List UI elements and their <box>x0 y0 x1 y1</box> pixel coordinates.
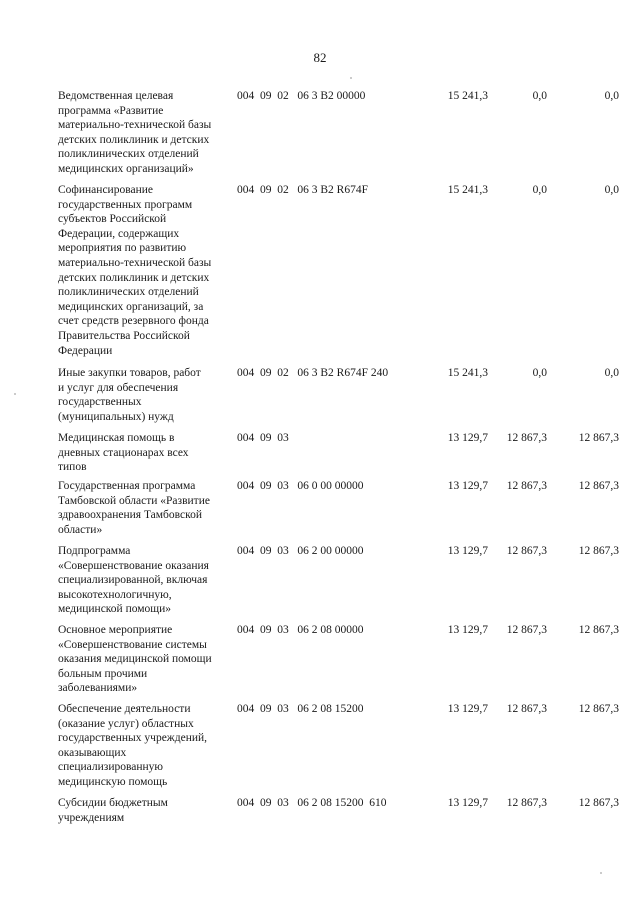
row-codes: 004 09 03 06 2 08 00000 <box>237 624 364 636</box>
row-name: Субсидии бюджетным учреждениям <box>58 797 168 824</box>
row-value-2: 12 867,3 <box>506 480 547 492</box>
row-codes: 004 09 02 06 3 В2 R674F <box>237 184 368 196</box>
row-value-1: 13 129,7 <box>447 480 488 492</box>
row-value-1: 13 129,7 <box>447 797 488 809</box>
row-value-3: 12 867,3 <box>578 624 619 636</box>
row-name: Ведомственная целевая программа «Развитие материально-технической базы детских поликлиник и детских поликлинических отделений медицинских организаций» <box>58 90 212 175</box>
row-value-2: 0,0 <box>532 90 547 102</box>
row-value-3: 0,0 <box>604 90 619 102</box>
row-value-2: 0,0 <box>532 184 547 196</box>
row-name: Государственная программа Тамбовской области «Развитие здравоохранения Тамбовской области» <box>58 480 210 536</box>
row-codes: 004 09 03 <box>237 432 289 444</box>
row-value-3: 12 867,3 <box>578 432 619 444</box>
row-value-1: 13 129,7 <box>447 703 488 715</box>
row-name: Медицинская помощь в дневных стационарах всех типов <box>58 432 189 474</box>
row-value-3: 12 867,3 <box>578 545 619 557</box>
scan-speck <box>600 872 602 874</box>
page-number: 82 <box>313 50 327 65</box>
row-value-1: 13 129,7 <box>447 624 488 636</box>
row-value-3: 12 867,3 <box>578 797 619 809</box>
row-value-1: 13 129,7 <box>447 545 488 557</box>
row-name: Софинансирование государственных программ субъектов Российской Федерации, содержащих мероприятия по развитию материально-технической базы детских поликлиник и детских поликлинических отделений медицинских организаций, за счет средств резервного фонда Правительства Российской Федерации <box>58 184 212 357</box>
row-name: Подпрограмма «Совершенствование оказания специализированной, включая высокотехнологичную, медицинской помощи» <box>58 545 209 616</box>
scan-speck <box>350 77 352 79</box>
row-value-3: 12 867,3 <box>578 703 619 715</box>
row-value-2: 0,0 <box>532 367 547 379</box>
row-value-3: 12 867,3 <box>578 480 619 492</box>
row-value-1: 15 241,3 <box>447 367 488 379</box>
row-value-2: 12 867,3 <box>506 624 547 636</box>
row-value-2: 12 867,3 <box>506 703 547 715</box>
row-codes: 004 09 02 06 3 В2 R674F 240 <box>237 367 389 379</box>
row-codes: 004 09 03 06 0 00 00000 <box>237 480 364 492</box>
row-codes: 004 09 03 06 2 08 15200 610 <box>237 797 387 809</box>
row-name: Иные закупки товаров, работ и услуг для обеспечения государственных (муниципальных) нужд <box>58 367 201 423</box>
row-value-2: 12 867,3 <box>506 432 547 444</box>
row-value-2: 12 867,3 <box>506 797 547 809</box>
row-value-1: 15 241,3 <box>447 90 488 102</box>
row-value-2: 12 867,3 <box>506 545 547 557</box>
row-name: Обеспечение деятельности (оказание услуг) областных государственных учреждений, оказывающих специализированную медицинскую помощь <box>58 703 208 788</box>
row-value-1: 15 241,3 <box>447 184 488 196</box>
row-value-3: 0,0 <box>604 184 619 196</box>
row-name: Основное мероприятие «Совершенствование системы оказания медицинской помощи больным прочими заболеваниями» <box>58 624 212 695</box>
row-codes: 004 09 03 06 2 08 15200 <box>237 703 364 715</box>
scan-speck <box>14 393 16 395</box>
row-value-1: 13 129,7 <box>447 432 488 444</box>
row-value-3: 0,0 <box>604 367 619 379</box>
row-codes: 004 09 03 06 2 00 00000 <box>237 545 364 557</box>
row-codes: 004 09 02 06 3 В2 00000 <box>237 90 366 102</box>
